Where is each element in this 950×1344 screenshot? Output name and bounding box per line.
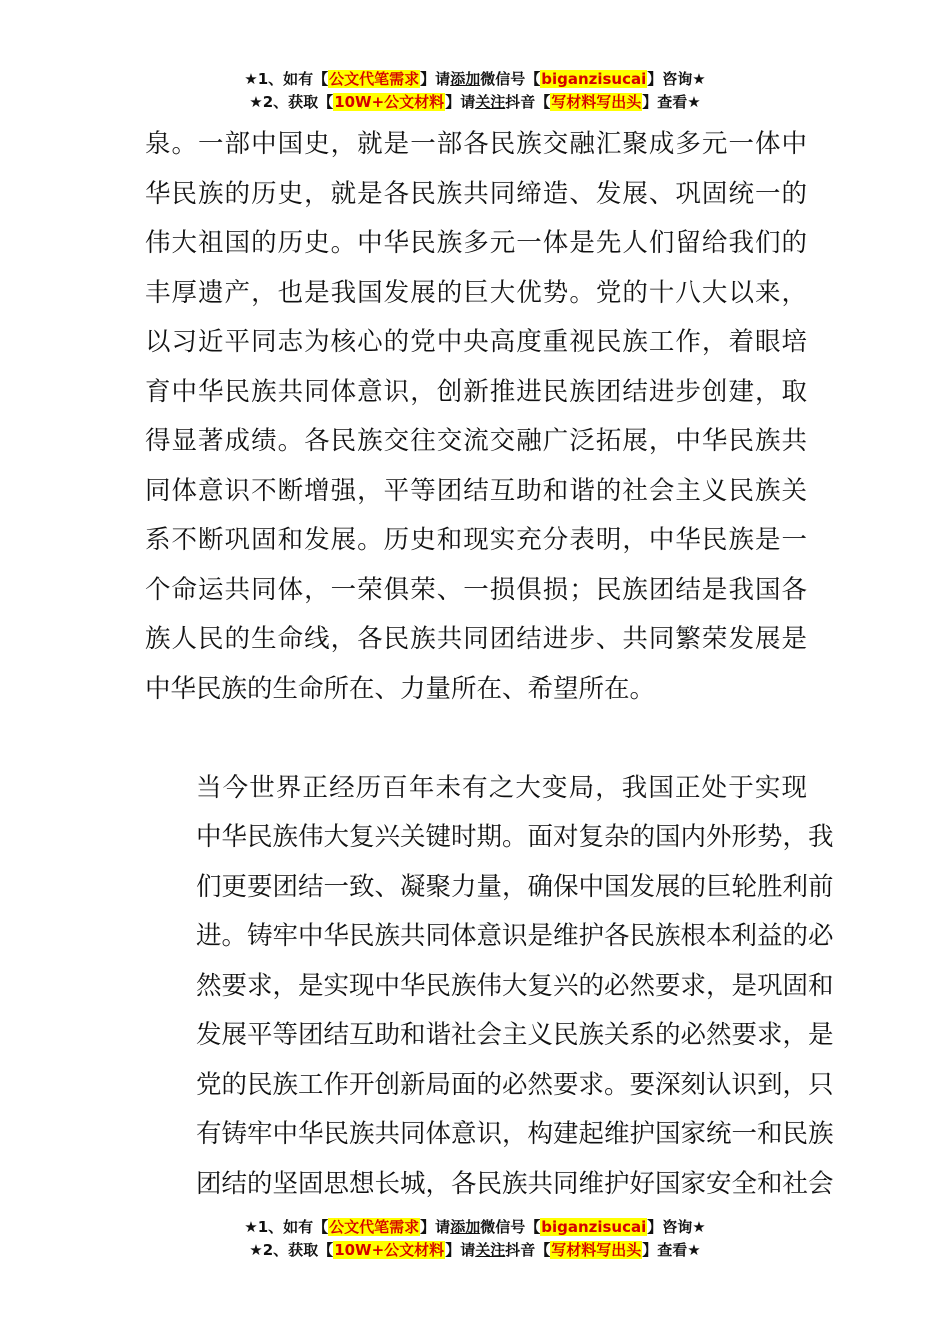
text-line: 同体意识不断增强，平等团结互助和谐的社会主义民族关	[145, 475, 807, 506]
banner-text: 】查看★	[642, 93, 701, 111]
text-line: 泉。一部中国史，就是一部各民族交融汇聚成多元一体中	[145, 129, 807, 159]
header-banner	[0, 68, 950, 114]
banner-text: 】咨询★	[647, 1218, 706, 1236]
banner-line-2	[0, 91, 950, 114]
banner-text: 】请	[445, 93, 476, 111]
footer-banner	[0, 1216, 950, 1262]
banner-underline: 关注	[475, 93, 506, 111]
text-line: 然要求，是实现中华民族伟大复兴的必然要求，是巩固和	[196, 970, 834, 1001]
banner-line-2	[0, 1239, 950, 1262]
banner-highlight: 10W+公文材料	[334, 1241, 445, 1259]
banner-underline: 关注	[475, 1241, 506, 1259]
text-line: 丰厚遗产，也是我国发展的巨大优势。党的十八大以来，	[145, 277, 807, 308]
banner-highlight: 10W+公文材料	[334, 93, 445, 111]
text-line: 当今世界正经历百年未有之大变局，我国正处于实现	[196, 772, 807, 803]
banner-douyin-id: 写材料写出头	[551, 93, 642, 111]
text-line: 党的民族工作开创新局面的必然要求。要深刻认识到，只	[196, 1069, 834, 1100]
text-line: 中华民族的生命所在、力量所在、希望所在。	[145, 673, 656, 704]
banner-text: ★2、获取【	[249, 93, 334, 111]
text-line: 有铸牢中华民族共同体意识，构建起维护国家统一和民族	[196, 1119, 834, 1149]
text-line: 以习近平同志为核心的党中央高度重视民族工作，着眼培	[145, 327, 807, 357]
text-line: 得显著成绩。各民族交往交流交融广泛拓展，中华民族共	[145, 426, 807, 456]
banner-text: 】咨询★	[647, 70, 706, 88]
text-line: 们更要团结一致、凝聚力量，确保中国发展的巨轮胜利前	[196, 871, 834, 902]
banner-text: 】查看★	[642, 1241, 701, 1259]
banner-text: ★1、如有【	[244, 1218, 329, 1236]
text-line: 进。铸牢中华民族共同体意识是维护各民族根本利益的必	[196, 921, 834, 951]
text-line: 团结的坚固思想长城，各民族共同维护好国家安全和社会	[196, 1168, 834, 1199]
banner-text: 抖音【	[505, 93, 551, 111]
banner-underline: 添加	[450, 70, 481, 88]
banner-underline: 添加	[450, 1218, 481, 1236]
text-line: 育中华民族共同体意识，创新推进民族团结进步创建，取	[145, 376, 807, 407]
banner-wechat-id: biganzisucai	[541, 70, 647, 88]
text-line: 个命运共同体，一荣俱荣、一损俱损；民族团结是我国各	[145, 574, 807, 605]
text-line: 中华民族伟大复兴关键时期。面对复杂的国内外形势，我	[196, 822, 834, 852]
text-line: 华民族的历史，就是各民族共同缔造、发展、巩固统一的	[145, 178, 807, 209]
paragraph-1	[145, 120, 807, 714]
document-body	[145, 120, 834, 1209]
banner-text: ★2、获取【	[249, 1241, 334, 1259]
banner-text: 抖音【	[505, 1241, 551, 1259]
banner-text: 】请	[420, 1218, 451, 1236]
text-line: 系不断巩固和发展。历史和现实充分表明，中华民族是一	[145, 525, 807, 555]
banner-line-1	[0, 1216, 950, 1239]
banner-douyin-id: 写材料写出头	[551, 1241, 642, 1259]
paragraph-2	[145, 764, 834, 1210]
banner-line-1	[0, 68, 950, 91]
text-line: 伟大祖国的历史。中华民族多元一体是先人们留给我们的	[145, 228, 807, 258]
text-line: 发展平等团结互助和谐社会主义民族关系的必然要求，是	[196, 1020, 834, 1050]
banner-text: 微信号【	[480, 1218, 541, 1236]
banner-text: ★1、如有【	[244, 70, 329, 88]
text-line: 族人民的生命线，各民族共同团结进步、共同繁荣发展是	[145, 624, 807, 654]
banner-text: 微信号【	[480, 70, 541, 88]
banner-text: 】请	[420, 70, 451, 88]
banner-highlight: 公文代笔需求	[329, 1218, 420, 1236]
banner-wechat-id: biganzisucai	[541, 1218, 647, 1236]
banner-text: 】请	[445, 1241, 476, 1259]
banner-highlight: 公文代笔需求	[329, 70, 420, 88]
